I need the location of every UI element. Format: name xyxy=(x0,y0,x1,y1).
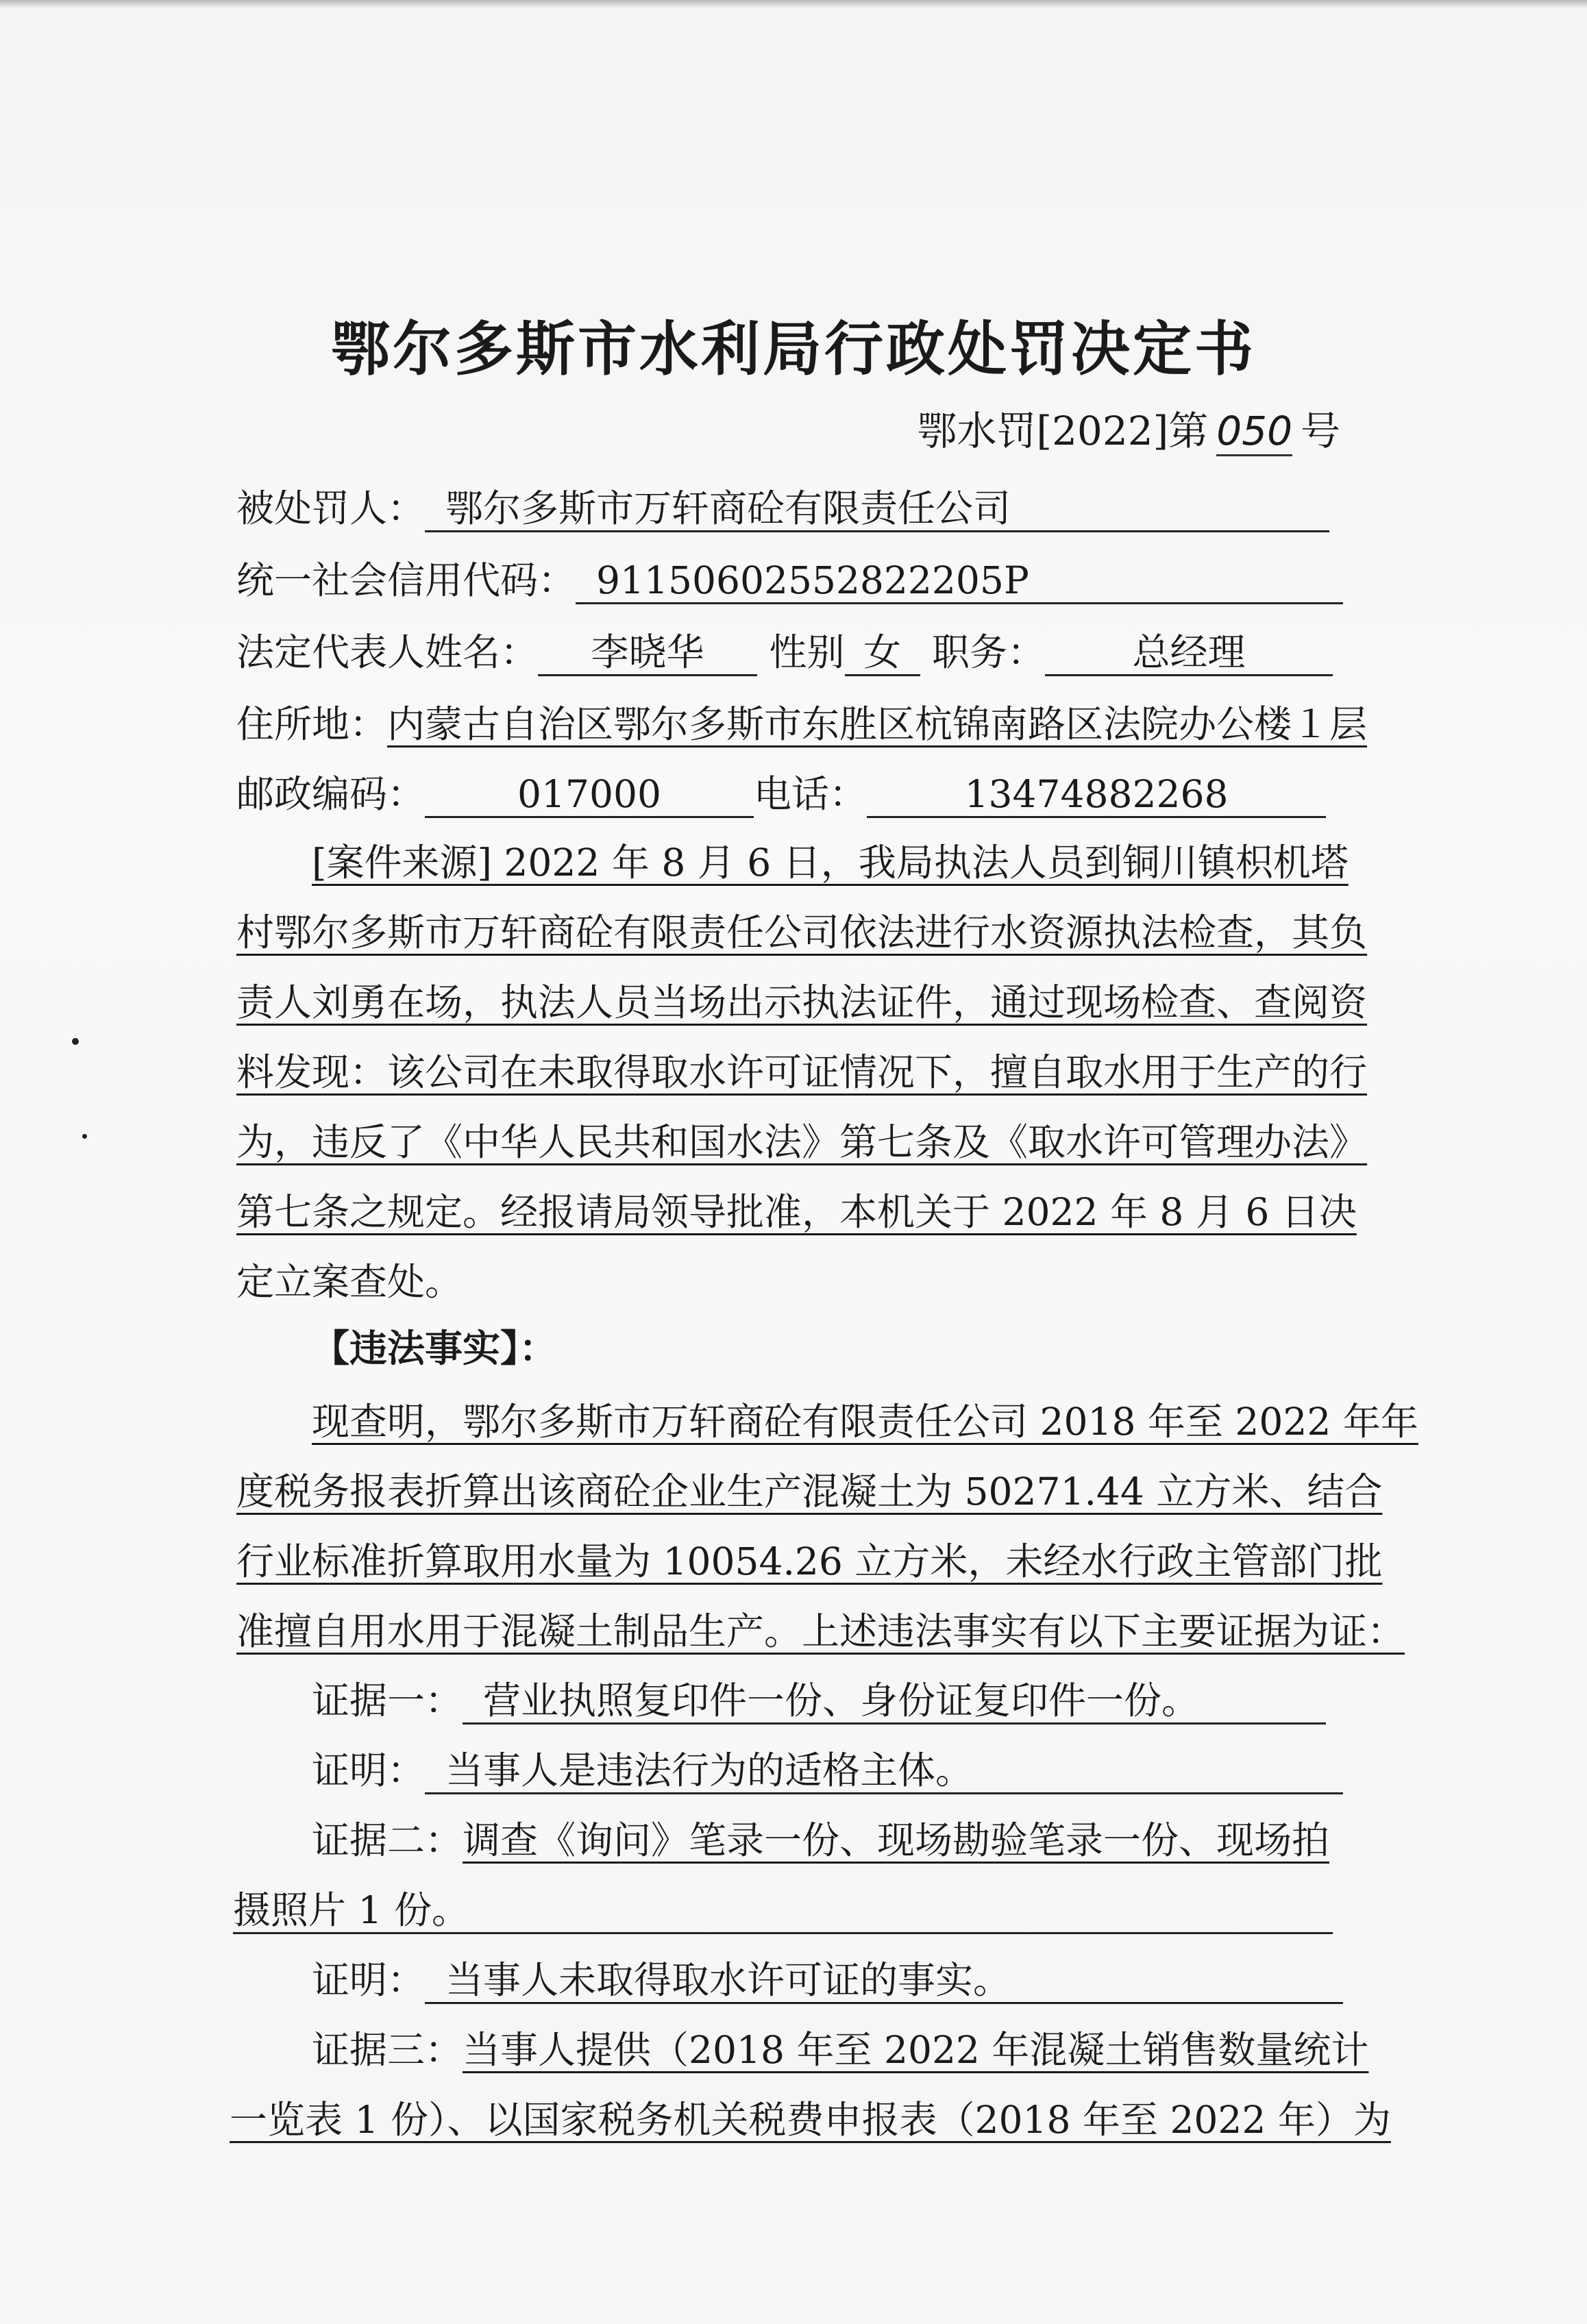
proof-label: 证明： xyxy=(312,1748,426,1792)
postcode-label: 邮政编码： xyxy=(236,772,426,816)
position-value: 总经理 xyxy=(1045,634,1333,676)
case-source-line: 定立案查处。 xyxy=(236,1260,463,1304)
credit-code-row xyxy=(236,558,1343,604)
party-row xyxy=(236,486,1329,532)
phone-label: 电话： xyxy=(754,772,868,816)
facts-heading: 【违法事实】： xyxy=(312,1326,557,1370)
case-source-line: 村鄂尔多斯市万轩商砼有限责任公司依法进行水资源执法检查，其负 xyxy=(236,911,1368,954)
address-label: 住所地： xyxy=(236,702,388,746)
facts-line: 准擅自用水用于混凝土制品生产。上述违法事实有以下主要证据为证： xyxy=(236,1609,1405,1653)
facts-paragraph xyxy=(236,1387,1418,1666)
case-source-line: 责人刘勇在场，执法人员当场出示执法证件，通过现场检查、查阅资 xyxy=(236,980,1368,1024)
doc-number-prefix: 鄂水罚[2022]第 xyxy=(917,408,1209,454)
gender-label: 性别 xyxy=(769,630,845,674)
evidence-text: 当事人提供（2018 年至 2022 年混凝土销售数量统计 xyxy=(463,2028,1369,2072)
page-edge-shadow xyxy=(0,0,1587,8)
evidence-3-row xyxy=(312,2028,1369,2072)
case-source-line: [案件来源] 2022 年 8 月 6 日，我局执法人员到铜川镇枳机塔 xyxy=(312,841,1349,885)
punch-mark xyxy=(82,1134,87,1139)
credit-code-label: 统一社会信用代码： xyxy=(236,558,576,602)
address-value: 内蒙古自治区鄂尔多斯市东胜区杭锦南路区法院办公楼１层 xyxy=(387,702,1368,746)
evidence-label: 证据二： xyxy=(312,1818,463,1862)
party-label: 被处罚人： xyxy=(236,486,426,530)
gender-value: 女 xyxy=(845,634,920,676)
position-label: 职务： xyxy=(932,630,1046,674)
case-source-line: 第七条之规定。经报请局领导批准，本机关于 2022 年 8 月 6 日决 xyxy=(236,1190,1357,1234)
case-source-line: 料发现：该公司在未取得取水许可证情况下，擅自取水用于生产的行 xyxy=(236,1050,1368,1094)
legal-rep-label: 法定代表人姓名： xyxy=(236,630,539,674)
evidence-2-row xyxy=(312,1818,1330,1862)
address-row xyxy=(236,702,1368,746)
proof-text: 当事人未取得取水许可证的事实。 xyxy=(425,1962,1343,2004)
party-value: 鄂尔多斯市万轩商砼有限责任公司 xyxy=(425,490,1329,532)
facts-line: 行业标准折算取用水量为 10054.26 立方米，未经水行政主管部门批 xyxy=(236,1540,1383,1583)
punch-mark xyxy=(72,1038,79,1045)
proof-label: 证明： xyxy=(312,1958,426,2002)
case-source-paragraph xyxy=(236,828,1368,1317)
evidence-text: 营业执照复印件一份、身份证复印件一份。 xyxy=(463,1682,1326,1725)
evidence-text-cont: 一览表 1 份）、以国家税务机关税费申报表（2018 年至 2022 年）为 xyxy=(230,2098,1391,2142)
proof-text: 当事人是违法行为的适格主体。 xyxy=(425,1752,1343,1794)
proof-2-row xyxy=(312,1958,1343,2004)
document-title: 鄂尔多斯市水利局行政处罚决定书 xyxy=(331,315,1256,384)
phone-value: 13474882268 xyxy=(867,776,1326,818)
legal-rep-value: 李晓华 xyxy=(538,634,757,676)
facts-line: 现查明，鄂尔多斯市万轩商砼有限责任公司 2018 年至 2022 年年 xyxy=(312,1400,1418,1444)
facts-line: 度税务报表折算出该商砼企业生产混凝土为 50271.44 立方米、结合 xyxy=(236,1470,1383,1513)
evidence-2-continued xyxy=(233,1888,1333,1934)
evidence-3-continued xyxy=(230,2098,1391,2142)
evidence-label: 证据一： xyxy=(312,1679,463,1722)
document-number xyxy=(917,399,1340,456)
proof-1-row xyxy=(312,1748,1343,1794)
evidence-text-cont: 摄照片 1 份。 xyxy=(233,1892,1333,1934)
credit-code-value: 91150602552822205P xyxy=(576,562,1343,604)
evidence-text: 调查《询问》笔录一份、现场勘验笔录一份、现场拍 xyxy=(463,1818,1330,1862)
doc-number-handwritten: 050 xyxy=(1216,408,1292,456)
legal-rep-row xyxy=(236,630,1333,676)
postcode-value: 017000 xyxy=(425,776,754,818)
evidence-label: 证据三： xyxy=(312,2028,463,2072)
postcode-phone-row xyxy=(236,772,1326,818)
evidence-1-row xyxy=(312,1679,1326,1725)
doc-number-suffix: 号 xyxy=(1300,408,1340,454)
case-source-line: 为，违反了《中华人民共和国水法》第七条及《取水许可管理办法》 xyxy=(236,1120,1368,1164)
